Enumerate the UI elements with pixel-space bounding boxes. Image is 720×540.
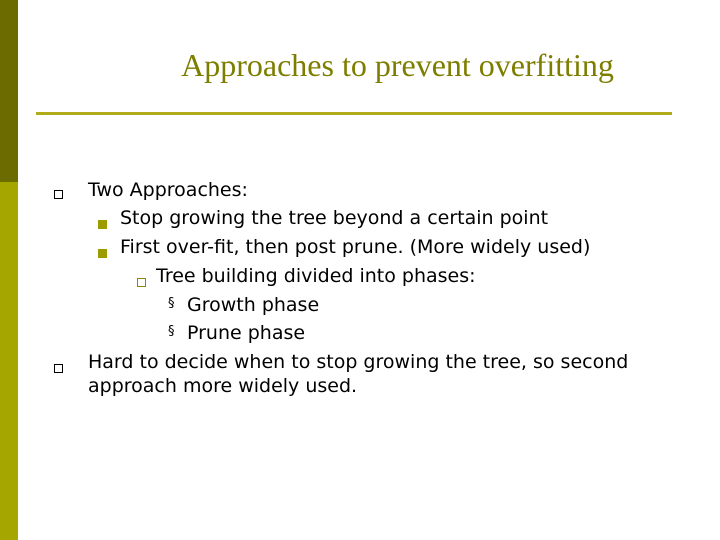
hollow-square-icon: [54, 358, 63, 377]
bullet-hard-to-decide-line1: Hard to decide when to stop growing the tree, so second: [88, 351, 629, 373]
bullet-two-approaches: Two Approaches:: [88, 179, 248, 201]
bullet-tree-building: Tree building divided into phases:: [156, 265, 476, 287]
hollow-square-icon: [54, 184, 63, 203]
bullet-prune-phase: Prune phase: [187, 322, 306, 344]
bullet-growth-phase: Growth phase: [187, 294, 320, 316]
bullet-first-overfit: First over-fit, then post prune. (More widely used): [120, 236, 591, 258]
hollow-square-icon: [137, 272, 146, 291]
filled-square-icon: [98, 243, 107, 262]
sidebar-accent-light: [0, 182, 18, 540]
arrow-square-icon: §: [168, 324, 175, 339]
bullet-stop-growing: Stop growing the tree beyond a certain point: [120, 207, 549, 229]
arrow-square-icon: §: [168, 296, 175, 311]
slide-title: Approaches to prevent overfitting: [181, 47, 614, 83]
filled-square-icon: [98, 214, 107, 233]
title-divider: [36, 112, 672, 115]
sidebar-accent-dark: [0, 0, 18, 182]
bullet-hard-to-decide-line2: approach more widely used.: [88, 375, 358, 397]
